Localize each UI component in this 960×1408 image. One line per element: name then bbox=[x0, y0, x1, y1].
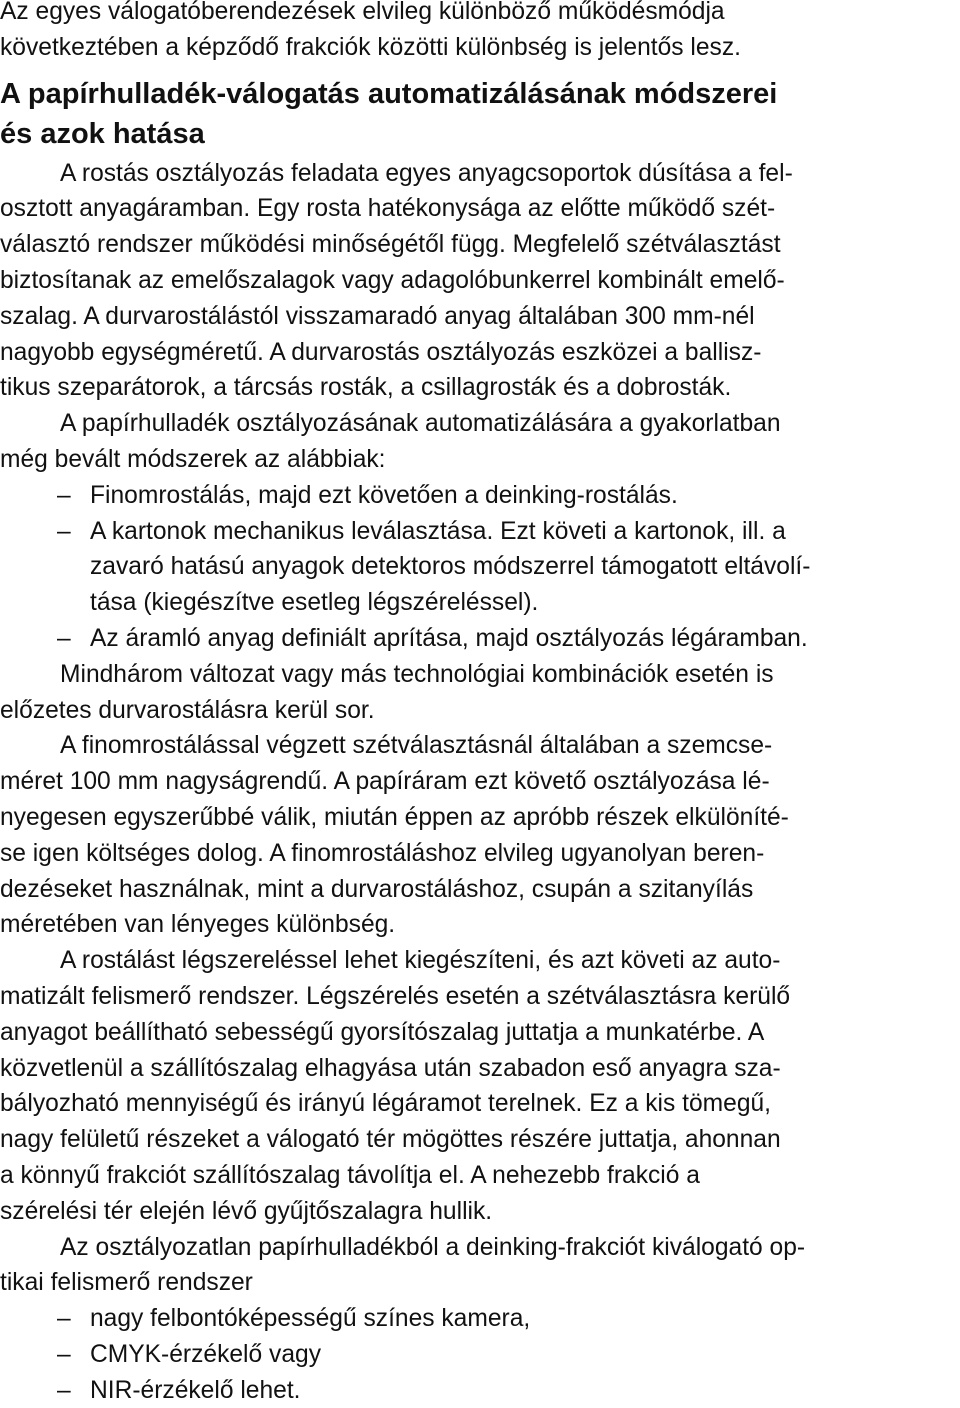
intro-paragraph bbox=[0, 0, 960, 66]
text-line: Finomrostálás, majd ezt követően a deinking-rostálás. bbox=[90, 481, 678, 509]
text-line: CMYK-érzékelő vagy bbox=[90, 1340, 321, 1368]
text-line: se igen költséges dolog. A finomrostáláshoz elvileg ugyanolyan beren- bbox=[0, 839, 765, 867]
list-item bbox=[0, 1337, 960, 1373]
dash-bullet: – bbox=[57, 1340, 71, 1368]
text-line: NIR-érzékelő lehet. bbox=[90, 1376, 301, 1404]
text-line: nagy felbontóképességű színes kamera, bbox=[90, 1305, 531, 1333]
text-line: méret 100 mm nagyságrendű. A papíráram ezt követő osztályozása lé- bbox=[0, 768, 770, 796]
text-line: A rostálást légszereléssel lehet kiegészíteni, és azt követi az auto- bbox=[60, 947, 781, 975]
heading-line: és azok hatása bbox=[0, 117, 205, 150]
text-line: osztott anyagáramban. Egy rosta hatékonysága az előtte működő szét- bbox=[0, 195, 776, 223]
list-item bbox=[0, 1373, 960, 1408]
section-heading bbox=[0, 66, 960, 156]
text-line: előzetes durvarostálásra kerül sor. bbox=[0, 696, 375, 724]
text-line: Mindhárom változat vagy más technológiai kombinációk esetén is bbox=[60, 660, 774, 688]
text-line: nyegesen egyszerűbbé válik, miután éppen az apróbb részek elkülöníté- bbox=[0, 803, 789, 831]
text-line: tikai felismerő rendszer bbox=[0, 1269, 253, 1297]
text-line: dezéseket használnak, mint a durvarostáláshoz, csupán a szitanyílás bbox=[0, 875, 754, 903]
text-line: biztosítanak az emelőszalagok vagy adagolóbunkerrel kombinált emelő- bbox=[0, 266, 785, 294]
text-line: anyagot beállítható sebességű gyorsítószalag juttatja a munkatérbe. A bbox=[0, 1018, 765, 1046]
text-line: nagyobb egységméretű. A durvarostás osztályozás eszközei a ballisz- bbox=[0, 338, 762, 366]
text-line: tása (kiegészítve esetleg légszéreléssel). bbox=[90, 589, 539, 617]
dash-bullet: – bbox=[57, 517, 71, 545]
paragraph-optical-system bbox=[0, 1230, 960, 1302]
text-line: A finomrostálással végzett szétválasztásnál általában a szemcse- bbox=[60, 732, 773, 760]
text-line: szérelési tér elején lévő gyűjtőszalagra hullik. bbox=[0, 1197, 493, 1225]
paragraph-sieving bbox=[0, 156, 960, 407]
paragraph-fine-screening bbox=[0, 728, 960, 943]
text-line: méretében van lényeges különbség. bbox=[0, 911, 396, 939]
dash-bullet: – bbox=[57, 1305, 71, 1333]
text-line: következtében a képződő frakciók közötti különbség is jelentős lesz. bbox=[0, 33, 741, 61]
dash-bullet: – bbox=[57, 481, 71, 509]
text-line: Az egyes válogatóberendezések elvileg különböző működésmódja bbox=[0, 0, 725, 25]
text-line: bályozható mennyiségű és irányú légáramot terelnek. Ez a kis tömegű, bbox=[0, 1090, 772, 1118]
list-item bbox=[0, 621, 960, 657]
paragraph-air-separation bbox=[0, 943, 960, 1229]
text-line: A papírhulladék osztályozásának automatizálására a gyakorlatban bbox=[60, 410, 781, 438]
text-line: A kartonok mechanikus leválasztása. Ezt követi a kartonok, ill. a bbox=[90, 517, 786, 545]
text-line: matizált felismerő rendszer. Légszérelés esetén a szétválasztásra kerülő bbox=[0, 982, 791, 1010]
text-line: közvetlenül a szállítószalag elhagyása után szabadon eső anyagra sza- bbox=[0, 1054, 781, 1082]
dash-bullet: – bbox=[57, 1376, 71, 1404]
list-item bbox=[0, 514, 960, 621]
text-line: A rostás osztályozás feladata egyes anyagcsoportok dúsítása a fel- bbox=[60, 159, 793, 187]
sensor-list bbox=[0, 1301, 960, 1408]
text-line: Az áramló anyag definiált aprítása, majd osztályozás légáramban. bbox=[90, 624, 808, 652]
methods-list bbox=[0, 478, 960, 657]
text-line: még bevált módszerek az alábbiak: bbox=[0, 445, 386, 473]
dash-bullet: – bbox=[57, 624, 71, 652]
text-line: nagy felületű részeket a válogató tér mögöttes részére juttatja, ahonnan bbox=[0, 1126, 781, 1154]
text-line: tikus szeparátorok, a tárcsás rosták, a csillagrosták és a dobrosták. bbox=[0, 374, 732, 402]
text-line: a könnyű frakciót szállítószalag távolítja el. A nehezebb frakció a bbox=[0, 1161, 700, 1189]
paragraph-methods-intro bbox=[0, 406, 960, 478]
paragraph-prescreening bbox=[0, 657, 960, 729]
text-line: választó rendszer működési minőségétől függ. Megfelelő szétválasztást bbox=[0, 231, 781, 259]
list-item bbox=[0, 1301, 960, 1337]
heading-line: A papírhulladék-válogatás automatizálásának módszerei bbox=[0, 77, 778, 110]
list-item bbox=[0, 478, 960, 514]
text-line: zavaró hatású anyagok detektoros módszerrel támogatott eltávolí- bbox=[90, 553, 811, 581]
text-line: Az osztályozatlan papírhulladékból a deinking-frakciót kiválogató op- bbox=[60, 1233, 806, 1261]
text-line: szalag. A durvarostálástól visszamaradó anyag általában 300 mm-nél bbox=[0, 302, 755, 330]
